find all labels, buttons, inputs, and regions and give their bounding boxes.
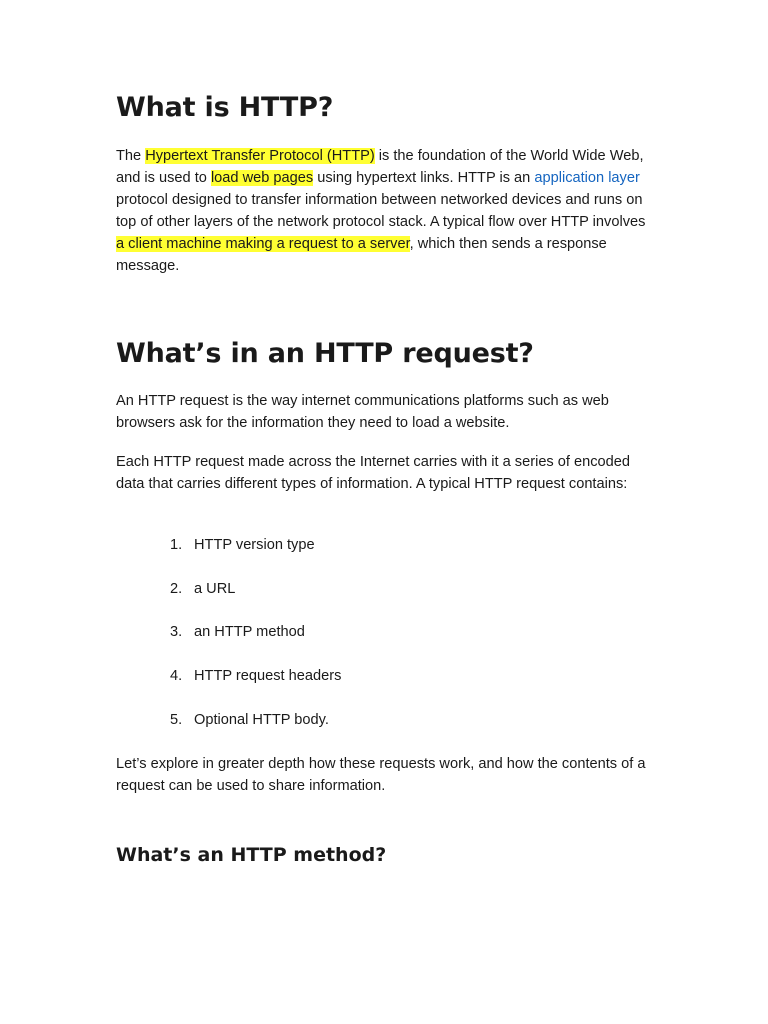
intro-text-2: is the foundation of the World Wide Web, and is used to <box>116 148 644 186</box>
list-item-text: an HTTP method <box>194 624 305 641</box>
intro-text-5: , which then sends a response message. <box>116 236 607 274</box>
paragraph-explore: Let’s explore in greater depth how these requests work, and how the contents of a request can be used to share information. <box>116 756 646 794</box>
highlight-load-web-pages: load web pages <box>210 170 314 186</box>
list-item-number: 3. <box>170 624 183 641</box>
list-item <box>116 621 656 643</box>
list-item-number: 5. <box>170 711 183 728</box>
list-item-text: HTTP version type <box>194 537 315 553</box>
intro-text-4: protocol designed to transfer information between networked devices and runs on top of other layers of the network protocol stack. A typical flow over HTTP involves <box>116 192 646 230</box>
paragraph-request-contents: Each HTTP request made across the Internet carries with it a series of encoded data that carries different types of information. A typical HTTP request contains: <box>116 454 631 492</box>
heading-what-is-http: What is HTTP? <box>116 92 334 123</box>
list-item <box>116 709 656 731</box>
paragraph-request-definition: An HTTP request is the way internet communications platforms such as web browsers ask for the information they need to load a website. <box>116 393 609 431</box>
heading-whats-http-method: What’s an HTTP method? <box>116 844 387 866</box>
list-item-text: Optional HTTP body. <box>194 711 329 728</box>
list-item <box>116 534 656 556</box>
intro-text-3: using hypertext links. HTTP is an <box>313 170 535 186</box>
request-components-list <box>116 534 656 752</box>
list-item <box>116 665 656 687</box>
list-item-number: 4. <box>170 668 183 685</box>
highlight-client-request: a client machine making a request to a server <box>116 236 410 252</box>
heading-whats-in-http-request: What’s in an HTTP request? <box>116 338 534 369</box>
intro-text-1: The <box>116 148 146 164</box>
list-item-text: HTTP request headers <box>194 668 342 685</box>
list-item <box>116 578 656 600</box>
list-item-number: 2. <box>170 580 183 597</box>
paragraph-http-intro <box>116 145 656 277</box>
highlight-http-definition: Hypertext Transfer Protocol (HTTP) <box>145 148 375 164</box>
list-item-number: 1. <box>170 537 183 553</box>
list-item-text: a URL <box>194 580 236 597</box>
link-application-layer[interactable]: application layer <box>534 170 640 186</box>
